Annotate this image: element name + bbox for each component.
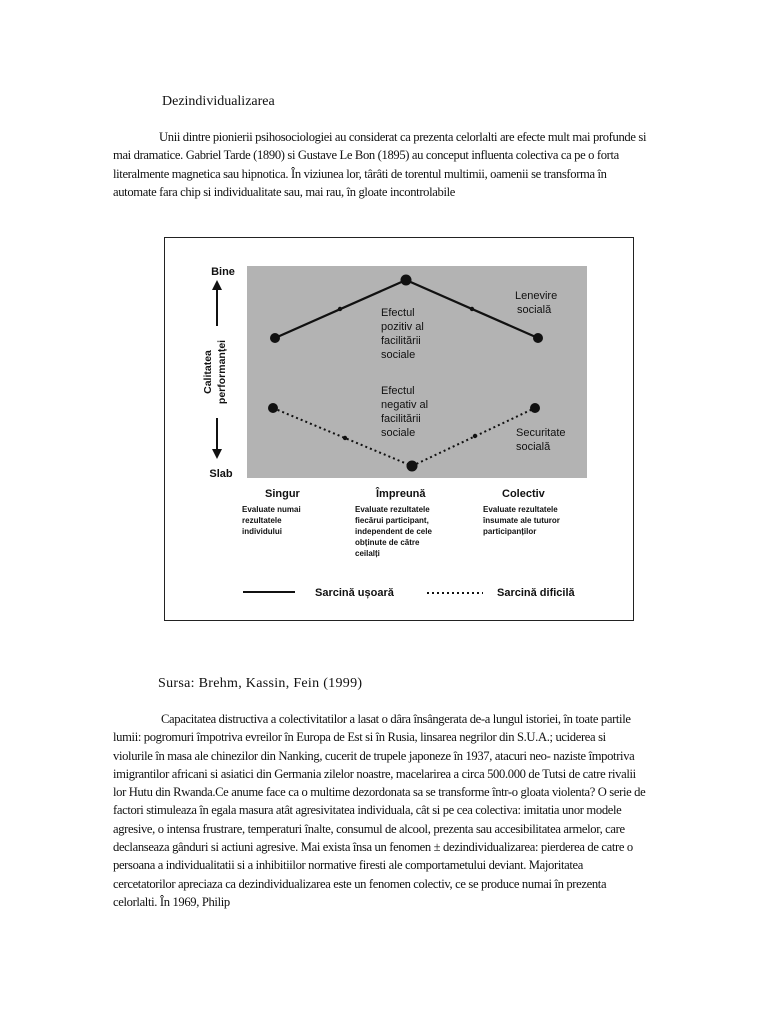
paragraph-line: de Tutsi de catre rivalii lor Hutu din Rwanda.Ce anume face ca o multime dezordonata sa se transforme [113,766,636,800]
paragraph-line: dezindividualizarea este un fenomen colectiv, ce se produce numai în prezenta celorlalti. În 1969, Philip [113,876,607,909]
paragraph-line: mai profunde si mai dramatice. Gabriel Tarde (1890) si Gustave Le Bon (1895) au conceput [113,130,647,163]
region-label-line: socială [516,441,551,453]
region-label-line: socială [517,304,552,316]
paragraph-line: cea colectiva: imitatia unor modele agresive, o intensa frustrare, temperaturi înalte, consumul de alcool, [113,803,622,836]
paragraph-line: naziste împotriva imigrantilor africani si asiatici din Germania zilelor noastre, macelarirea a circa 500.000 [113,748,635,781]
y-axis-title-line2: performanței [216,339,228,405]
region-label-line: sociale [381,427,416,439]
y-axis-title-line1: Calitatea [202,350,214,394]
region-label-line: negativ al [381,399,429,411]
paragraph-line: Unii dintre pionierii psihosociologiei au considerat ca prezenta celorlalti are efecte mult [159,130,573,144]
region-label-line: Efectul [381,385,415,397]
paragraph-intro [113,128,648,201]
point-easy-colectiv [533,333,543,343]
paragraph-line: gloate incontrolabile [358,184,455,199]
y-axis-bottom-label: Slab [209,468,233,480]
note-line: obținute de către [355,538,420,547]
point-hard-colectiv [530,403,540,413]
region-label-line: facilitării [381,413,421,425]
legend-easy-label: Sarcină ușoară [315,587,394,599]
tick-mark [473,434,477,438]
note-line: însumate ale tuturor [483,516,560,525]
paragraph-line: torentul multimii, oamenii se transforma în automate fara chip si individualitate sau, mai rau, în [113,166,607,199]
note-line: independent de cele [355,527,432,536]
legend-hard-label: Sarcină dificilă [497,587,575,599]
tick-mark [338,307,342,311]
paragraph-line: fenomen ± dezindividualizarea: pierderea de catre o persoana a individualitatii si a inhibitiilor [113,840,633,873]
paragraph-line: într-o gloata violenta? O serie de factori stimuleaza în egala masura atât agresivitatea individuala, cât si pe [113,785,646,818]
paragraph-line: prezenta sau accesibilitatea armelor, care declanseaza gânduri si actiuni agresive. Mai exista însa un [113,821,625,855]
y-axis-arrow-up [212,280,222,326]
note-line: Evaluate numai [242,505,301,514]
y-axis-top-label: Bine [211,266,235,278]
region-label-line: sociale [381,349,416,361]
column-note-singur [242,505,301,536]
column-note-impreuna [355,505,432,558]
note-line: rezultatele [242,516,282,525]
column-header-impreuna: Împreună [376,488,426,500]
region-label-line: Securitate [516,427,566,439]
paragraph-main [113,710,648,911]
y-axis-arrow-down [212,418,222,459]
column-header-colectiv: Colectiv [502,488,545,500]
region-label-line: Lenevire [515,290,558,302]
paragraph-line: normative firesti ale comportametului deviant. Majoritatea cercetatorilor apreciaza ca [113,858,584,891]
point-hard-singur [268,403,278,413]
column-header-singur: Singur [265,488,300,500]
figure-source: Sursa: Brehm, Kassin, Fein (1999) [158,676,363,691]
column-note-colectiv [482,505,560,536]
document-heading: Dezindividualizarea [162,94,275,109]
note-line: ceilalți [355,549,380,558]
region-label-line: facilitării [381,335,421,347]
region-label-line: Efectul [381,307,415,319]
point-hard-impreuna [407,461,418,472]
note-line: Evaluate rezultatele [355,505,430,514]
note-line: fiecărui participant, [355,516,429,525]
point-easy-singur [270,333,280,343]
tick-mark [343,436,347,440]
paragraph-line: Capacitatea distructiva a colectivitatilor a lasat o dâra însângerata de-a lungul istoriei, în [161,712,576,726]
note-line: Evaluate rezultatele [483,505,558,514]
paragraph-line: toate partile lumii: pogromuri împotriva evreilor în Europa de Est si în Rusia, linsarea negrilor din S.U.A.; [113,712,631,745]
point-easy-impreuna [401,275,412,286]
legend [243,587,576,599]
tick-mark [470,307,474,311]
note-line: individului [242,527,282,536]
paragraph-line: uciderea si violurile în masa ale chinezilor din Nanking, cucerit de trupele japoneze în 1937, atacuri neo- [113,730,606,763]
diagram-svg [165,238,633,620]
note-line: participanților [483,527,537,536]
region-label-line: pozitiv al [381,321,424,333]
figure-diagram [164,237,634,621]
paragraph-line: influenta colectiva ca pe o forta literalmente magnetica sau hipnotica. În viziunea lor, târâti de [113,148,619,181]
